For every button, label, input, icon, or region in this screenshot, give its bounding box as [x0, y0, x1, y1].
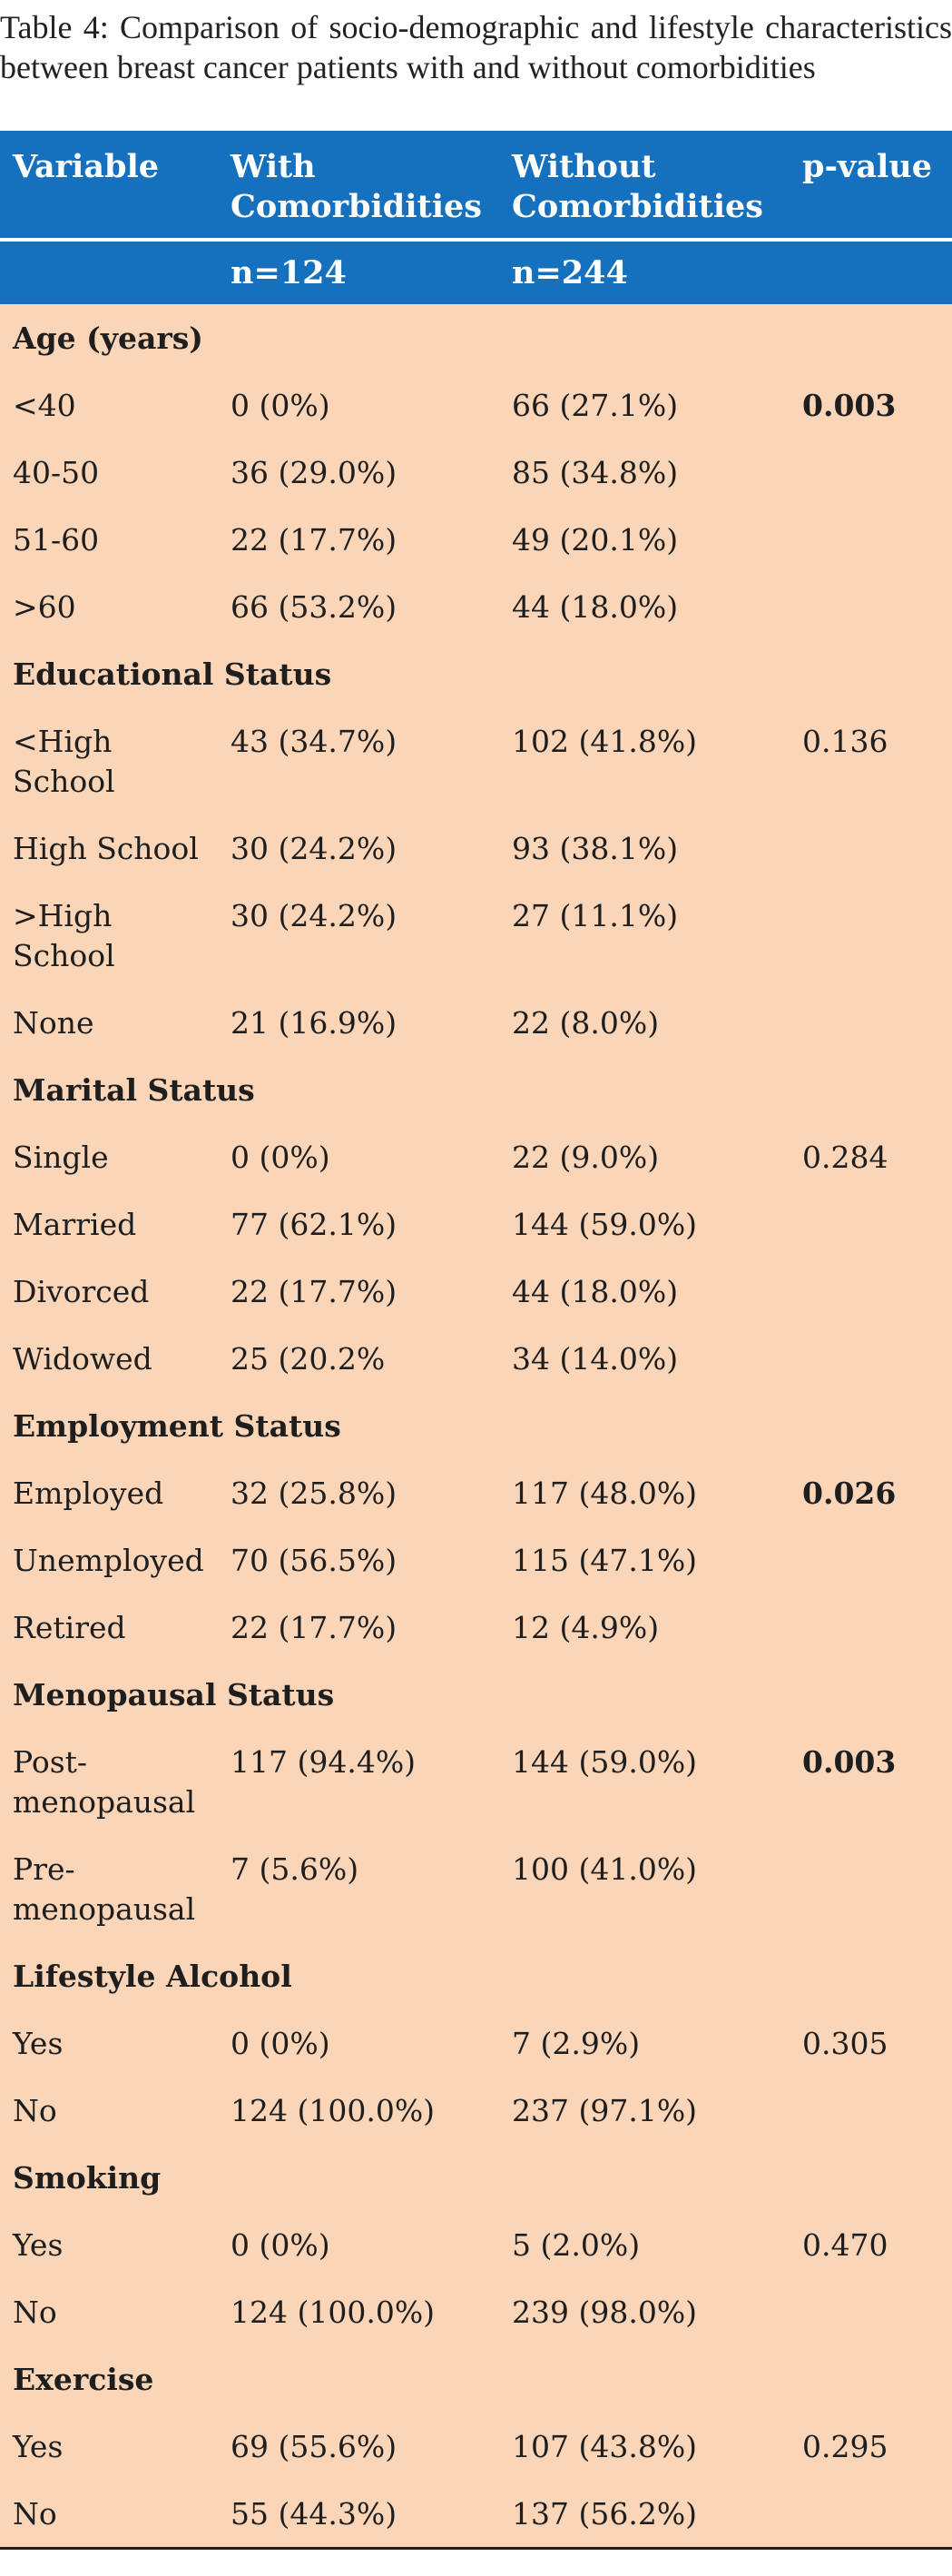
cell-variable: Single: [0, 1123, 218, 1190]
cell-variable: Employed: [0, 1459, 218, 1526]
cell-with-comorbidities: 30 (24.2%): [218, 882, 499, 989]
cell-with-comorbidities: 117 (94.4%): [218, 1728, 499, 1835]
header-variable: Variable: [0, 131, 218, 240]
cell-without-comorbidities: 22 (8.0%): [499, 989, 790, 1056]
cell-without-comorbidities: 49 (20.1%): [499, 506, 790, 573]
cell-variable: Post-menopausal: [0, 1728, 218, 1835]
cell-without-comorbidities: 7 (2.9%): [499, 2009, 790, 2077]
table-row: [0, 2077, 952, 2144]
cell-variable: <40: [0, 371, 218, 439]
section-header-row: [0, 304, 952, 371]
count-row: [0, 240, 952, 304]
table-row: [0, 1459, 952, 1526]
table-row: [0, 1594, 952, 1661]
section-title: Employment Status: [0, 1392, 952, 1459]
count-pvalue-empty: [790, 240, 952, 304]
cell-with-comorbidities: 124 (100.0%): [218, 2278, 499, 2345]
table-row: [0, 371, 952, 439]
cell-without-comorbidities: 115 (47.1%): [499, 1526, 790, 1594]
cell-p-value: [790, 989, 952, 1056]
section-header-row: [0, 1661, 952, 1728]
cell-p-value: 0.305: [790, 2009, 952, 2077]
cell-p-value: [790, 1190, 952, 1258]
table-row: [0, 506, 952, 573]
cell-p-value: [790, 1594, 952, 1661]
section-title: Lifestyle Alcohol: [0, 1942, 952, 2009]
cell-without-comorbidities: 144 (59.0%): [499, 1190, 790, 1258]
cell-with-comorbidities: 32 (25.8%): [218, 1459, 499, 1526]
table-row: [0, 1835, 952, 1942]
cell-with-comorbidities: 0 (0%): [218, 371, 499, 439]
cell-p-value: 0.003: [790, 1728, 952, 1835]
cell-with-comorbidities: 7 (5.6%): [218, 1835, 499, 1942]
cell-p-value: [790, 1325, 952, 1392]
cell-p-value: [790, 1258, 952, 1325]
cell-variable: Yes: [0, 2009, 218, 2077]
section-title: Exercise: [0, 2345, 952, 2413]
table-row: [0, 1325, 952, 1392]
cell-without-comorbidities: 137 (56.2%): [499, 2480, 790, 2547]
cell-variable: Pre-menopausal: [0, 1835, 218, 1942]
cell-variable: Widowed: [0, 1325, 218, 1392]
cell-p-value: [790, 439, 952, 506]
cell-without-comorbidities: 107 (43.8%): [499, 2413, 790, 2480]
cell-variable: High School: [0, 814, 218, 882]
cell-with-comorbidities: 55 (44.3%): [218, 2480, 499, 2547]
cell-p-value: 0.295: [790, 2413, 952, 2480]
cell-with-comorbidities: 22 (17.7%): [218, 1594, 499, 1661]
table-row: [0, 1190, 952, 1258]
cell-with-comorbidities: 0 (0%): [218, 2211, 499, 2278]
table-row: [0, 2480, 952, 2547]
cell-without-comorbidities: 5 (2.0%): [499, 2211, 790, 2278]
count-variable-empty: [0, 240, 218, 304]
table-row: [0, 707, 952, 814]
table-row: [0, 1526, 952, 1594]
cell-with-comorbidities: 36 (29.0%): [218, 439, 499, 506]
cell-p-value: [790, 506, 952, 573]
section-title: Menopausal Status: [0, 1661, 952, 1728]
count-without: n=244: [499, 240, 790, 304]
cell-p-value: 0.136: [790, 707, 952, 814]
section-header-row: [0, 640, 952, 707]
cell-with-comorbidities: 77 (62.1%): [218, 1190, 499, 1258]
cell-variable: No: [0, 2278, 218, 2345]
section-title: Smoking: [0, 2144, 952, 2211]
cell-variable: No: [0, 2077, 218, 2144]
table-row: [0, 1123, 952, 1190]
cell-variable: >High School: [0, 882, 218, 989]
cell-variable: <High School: [0, 707, 218, 814]
cell-p-value: 0.026: [790, 1459, 952, 1526]
table-row: [0, 439, 952, 506]
cell-variable: 51-60: [0, 506, 218, 573]
cell-with-comorbidities: 22 (17.7%): [218, 506, 499, 573]
cell-with-comorbidities: 70 (56.5%): [218, 1526, 499, 1594]
table-row: [0, 573, 952, 640]
cell-with-comorbidities: 66 (53.2%): [218, 573, 499, 640]
table-header: [0, 131, 952, 304]
cell-with-comorbidities: 22 (17.7%): [218, 1258, 499, 1325]
comparison-table: [0, 131, 952, 2547]
section-header-row: [0, 2345, 952, 2413]
cell-variable: 40-50: [0, 439, 218, 506]
section-header-row: [0, 1392, 952, 1459]
cell-variable: Yes: [0, 2413, 218, 2480]
cell-without-comorbidities: 85 (34.8%): [499, 439, 790, 506]
table-row: [0, 2211, 952, 2278]
table-row: [0, 989, 952, 1056]
cell-with-comorbidities: 25 (20.2%: [218, 1325, 499, 1392]
cell-p-value: 0.003: [790, 371, 952, 439]
cell-with-comorbidities: 43 (34.7%): [218, 707, 499, 814]
section-header-row: [0, 1942, 952, 2009]
cell-without-comorbidities: 93 (38.1%): [499, 814, 790, 882]
cell-p-value: [790, 573, 952, 640]
cell-variable: None: [0, 989, 218, 1056]
cell-without-comorbidities: 144 (59.0%): [499, 1728, 790, 1835]
section-header-row: [0, 1056, 952, 1123]
cell-without-comorbidities: 117 (48.0%): [499, 1459, 790, 1526]
section-title: Educational Status: [0, 640, 952, 707]
table-row: [0, 2278, 952, 2345]
table-row: [0, 882, 952, 989]
cell-without-comorbidities: 100 (41.0%): [499, 1835, 790, 1942]
table-row: [0, 1258, 952, 1325]
cell-p-value: [790, 1835, 952, 1942]
cell-variable: >60: [0, 573, 218, 640]
table-row: [0, 1728, 952, 1835]
cell-with-comorbidities: 69 (55.6%): [218, 2413, 499, 2480]
section-header-row: [0, 2144, 952, 2211]
cell-without-comorbidities: 22 (9.0%): [499, 1123, 790, 1190]
cell-p-value: [790, 2480, 952, 2547]
cell-without-comorbidities: 27 (11.1%): [499, 882, 790, 989]
cell-without-comorbidities: 66 (27.1%): [499, 371, 790, 439]
cell-variable: Retired: [0, 1594, 218, 1661]
cell-with-comorbidities: 30 (24.2%): [218, 814, 499, 882]
section-title: Age (years): [0, 304, 952, 371]
table-row: [0, 2413, 952, 2480]
cell-without-comorbidities: 12 (4.9%): [499, 1594, 790, 1661]
cell-with-comorbidities: 0 (0%): [218, 1123, 499, 1190]
cell-variable: Yes: [0, 2211, 218, 2278]
table-row: [0, 2009, 952, 2077]
cell-without-comorbidities: 34 (14.0%): [499, 1325, 790, 1392]
cell-p-value: [790, 814, 952, 882]
count-with: n=124: [218, 240, 499, 304]
cell-without-comorbidities: 44 (18.0%): [499, 1258, 790, 1325]
cell-p-value: [790, 882, 952, 989]
cell-p-value: [790, 1526, 952, 1594]
cell-p-value: [790, 2278, 952, 2345]
cell-variable: Divorced: [0, 1258, 218, 1325]
cell-p-value: 0.470: [790, 2211, 952, 2278]
cell-without-comorbidities: 239 (98.0%): [499, 2278, 790, 2345]
cell-without-comorbidities: 237 (97.1%): [499, 2077, 790, 2144]
table-bottom-rule: [0, 2547, 952, 2550]
cell-variable: Unemployed: [0, 1526, 218, 1594]
header-without-comorbidities: Without Comorbidities: [499, 131, 790, 240]
cell-p-value: [790, 2077, 952, 2144]
cell-variable: No: [0, 2480, 218, 2547]
header-p-value: p-value: [790, 131, 952, 240]
table-row: [0, 814, 952, 882]
cell-variable: Married: [0, 1190, 218, 1258]
table-body: [0, 304, 952, 2547]
cell-p-value: 0.284: [790, 1123, 952, 1190]
cell-without-comorbidities: 44 (18.0%): [499, 573, 790, 640]
section-title: Marital Status: [0, 1056, 952, 1123]
cell-with-comorbidities: 0 (0%): [218, 2009, 499, 2077]
header-row: [0, 131, 952, 240]
header-with-comorbidities: With Comorbidities: [218, 131, 499, 240]
table-caption: Table 4: Comparison of socio-demographic and lifestyle characteristics between breast cancer patients with and without comorbidities: [0, 9, 952, 85]
cell-with-comorbidities: 21 (16.9%): [218, 989, 499, 1056]
cell-with-comorbidities: 124 (100.0%): [218, 2077, 499, 2144]
cell-without-comorbidities: 102 (41.8%): [499, 707, 790, 814]
